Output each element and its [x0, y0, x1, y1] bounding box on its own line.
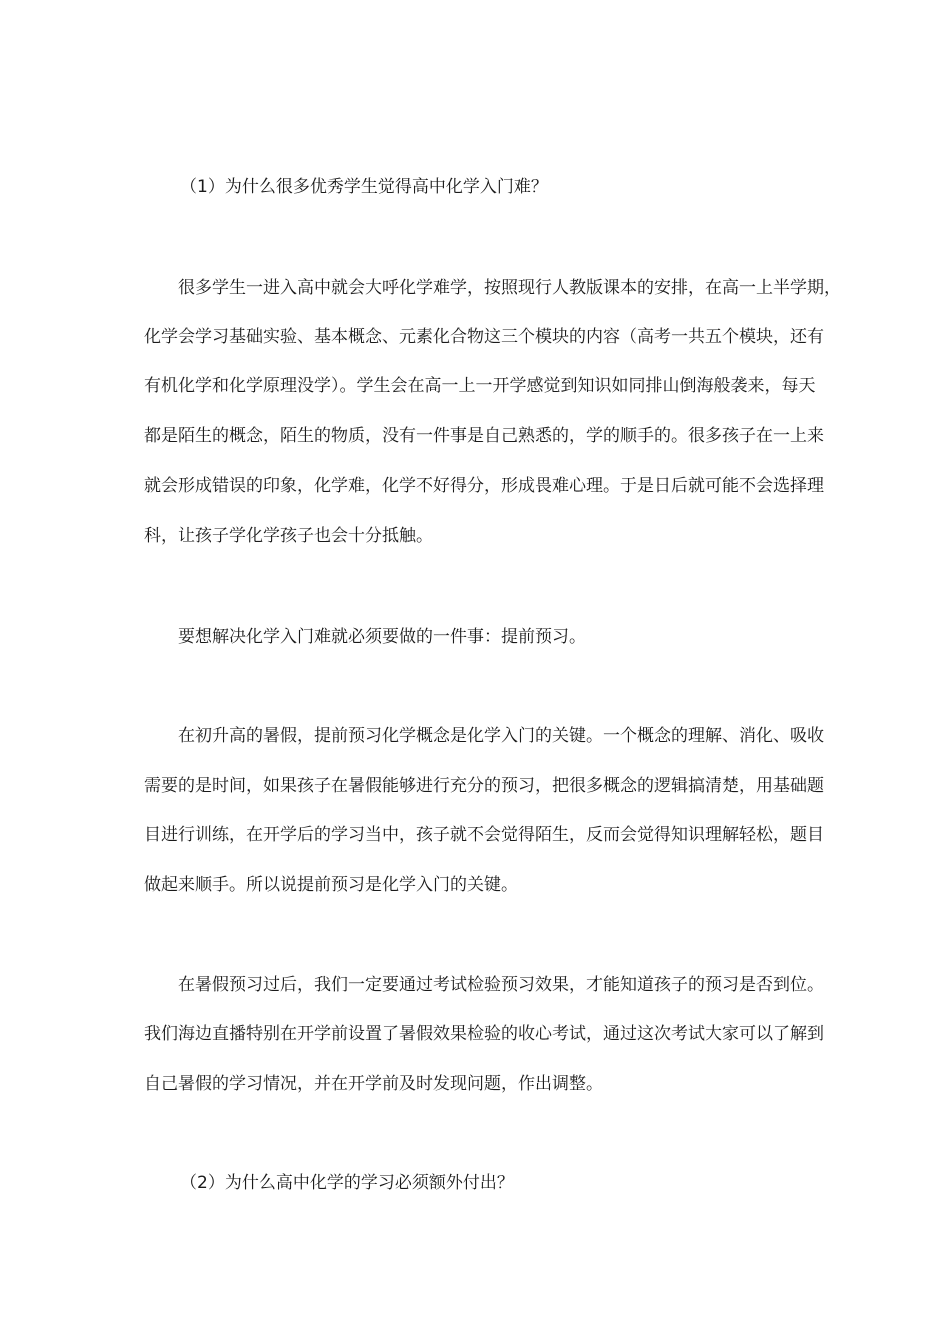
paragraph-line: 在暑假预习过后，我们一定要通过考试检验预习效果，才能知道孩子的预习是否到位。: [178, 975, 824, 995]
section-heading-2: （2）为什么高中化学的学习必须额外付出？: [180, 1173, 514, 1193]
section-heading-1: （1）为什么很多优秀学生觉得高中化学入门难？: [180, 177, 548, 197]
paragraph-line: 很多学生一进入高中就会大呼化学难学，按照现行人教版课本的安排，在高一上半学期，: [178, 278, 841, 298]
paragraph-line: 我们海边直播特别在开学前设置了暑假效果检验的收心考试，通过这次考试大家可以了解到: [144, 1024, 824, 1044]
paragraph-line: 化学会学习基础实验、基本概念、元素化合物这三个模块的内容（高考一共五个模块，还有: [144, 327, 824, 347]
paragraph-line: 科，让孩子学化学孩子也会十分抵触。: [144, 526, 433, 546]
paragraph-line: 都是陌生的概念，陌生的物质，没有一件事是自己熟悉的，学的顺手的。很多孩子在一上来: [144, 426, 824, 446]
paragraph-line: 目进行训练，在开学后的学习当中，孩子就不会觉得陌生，反而会觉得知识理解轻松，题目: [144, 825, 824, 845]
paragraph-line: 自己暑假的学习情况，并在开学前及时发现问题，作出调整。: [144, 1074, 603, 1094]
paragraph-line: 需要的是时间，如果孩子在暑假能够进行充分的预习，把很多概念的逻辑搞清楚，用基础题: [144, 776, 824, 796]
paragraph-line: 有机化学和化学原理没学）。学生会在高一上一开学感觉到知识如同排山倒海般袭来，每天: [144, 376, 816, 396]
paragraph-line: 做起来顺手。所以说提前预习是化学入门的关键。: [144, 875, 518, 895]
paragraph-line: 要想解决化学入门难就必须要做的一件事：提前预习。: [178, 627, 586, 647]
paragraph-line: 就会形成错误的印象，化学难，化学不好得分，形成畏难心理。于是日后就可能不会选择理: [144, 476, 824, 496]
paragraph-line: 在初升高的暑假，提前预习化学概念是化学入门的关键。一个概念的理解、消化、吸收: [178, 726, 824, 746]
